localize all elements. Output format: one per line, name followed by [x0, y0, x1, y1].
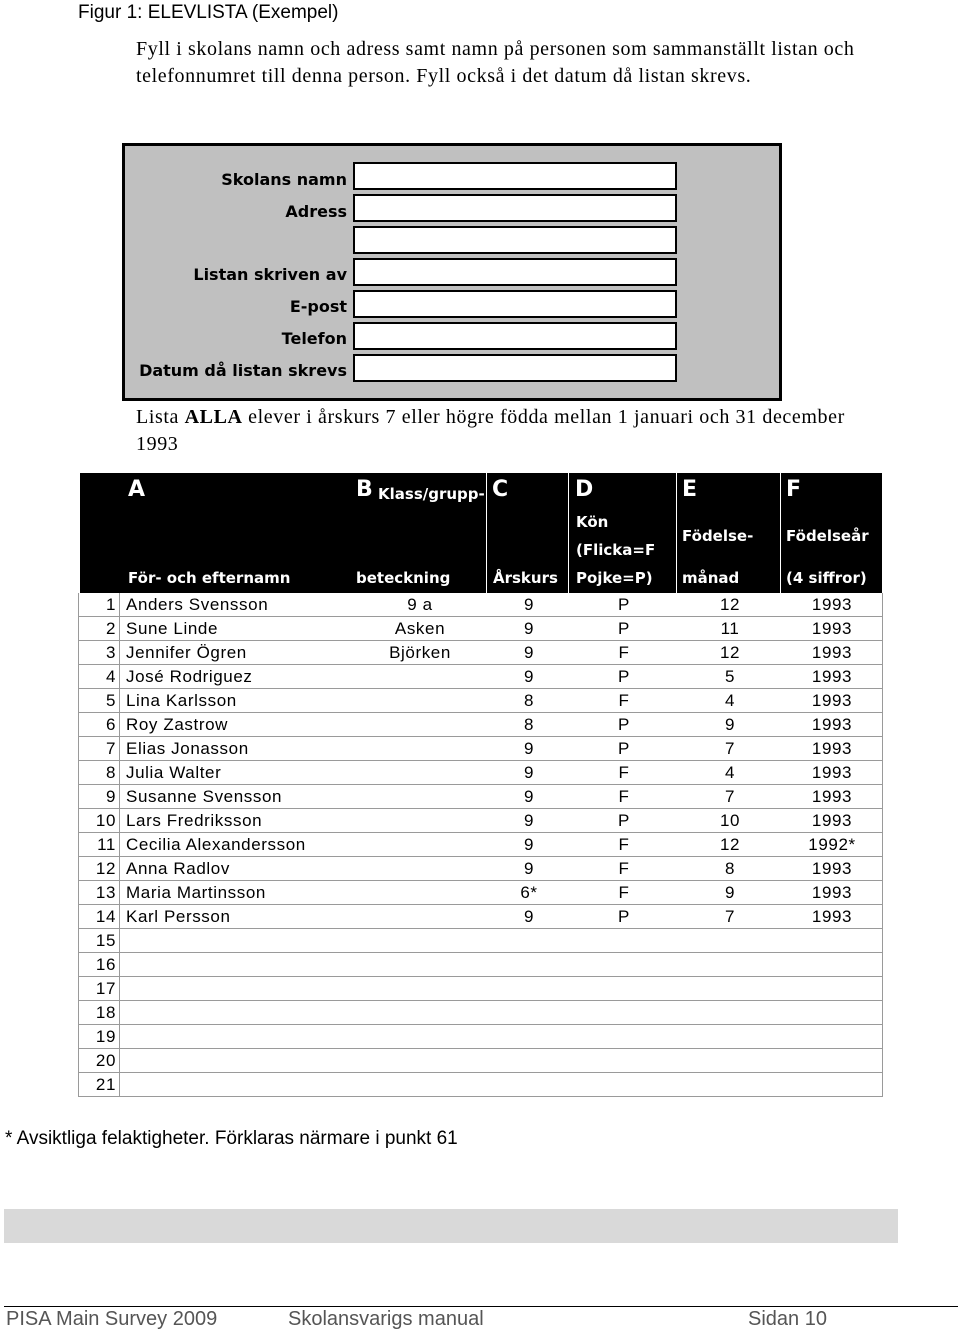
birth-month-cell: 8: [724, 859, 736, 878]
header-a-letter: A: [128, 477, 146, 502]
table-row: [78, 905, 883, 929]
class-group-cell: [352, 977, 488, 1001]
row-number-cell: 16: [78, 953, 120, 977]
row-number-cell: 1: [78, 593, 120, 617]
grade-cell: 9: [523, 787, 535, 806]
student-name-cell: Cecilia Alexandersson: [126, 835, 306, 854]
table-row: [78, 1001, 883, 1025]
table-row: [78, 761, 883, 785]
footer-left: PISA Main Survey 2009: [6, 1308, 218, 1330]
table-row: [78, 785, 883, 809]
grade-cell: [488, 1001, 570, 1025]
class-group-cell: 9 a: [407, 595, 433, 614]
gender-cell: [570, 953, 678, 977]
student-name-cell: Karl Persson: [126, 907, 231, 926]
birth-month-cell: 11: [720, 619, 740, 638]
instruction-after: elever i årskurs 7 eller högre födda mellan 1 januari och 31 december 1993: [136, 406, 845, 455]
gender-cell: [570, 1025, 678, 1049]
birth-year-cell: 1993: [782, 593, 883, 617]
student-name-cell: [120, 929, 352, 953]
gray-band: [4, 1209, 898, 1243]
student-name-cell: Julia Walter: [126, 763, 222, 782]
table-row: [78, 641, 883, 665]
row-number-cell: 15: [78, 929, 120, 953]
grade-cell: 8: [523, 691, 535, 710]
birth-month-cell: [678, 1001, 782, 1025]
row-number-cell: 11: [78, 833, 120, 857]
address-field-line2[interactable]: [353, 226, 677, 254]
gender-cell: F: [618, 787, 630, 806]
student-name-cell: Jennifer Ögren: [126, 643, 247, 662]
gender-cell: P: [618, 811, 630, 830]
row-number-cell: 17: [78, 977, 120, 1001]
address-field-line3[interactable]: [353, 258, 677, 286]
grade-cell: 9: [523, 859, 535, 878]
header-b-label-top: Klass/grupp-: [378, 485, 485, 503]
address-label: Adress: [285, 202, 347, 221]
row-number-cell: 13: [78, 881, 120, 905]
row-number-cell: 8: [78, 761, 120, 785]
birth-month-cell: [678, 1025, 782, 1049]
student-name-cell: Elias Jonasson: [126, 739, 249, 758]
birth-year-cell: 1993: [782, 617, 883, 641]
table-row: [78, 713, 883, 737]
footnote: * Avsiktliga felaktigheter. Förklaras närmare i punkt 61: [5, 1128, 458, 1149]
row-number-cell: 12: [78, 857, 120, 881]
class-group-cell: [352, 713, 488, 737]
gender-cell: [570, 1073, 678, 1097]
header-d-line3: Pojke=P): [576, 569, 653, 587]
class-group-cell: [352, 737, 488, 761]
birth-month-cell: 12: [719, 835, 741, 854]
header-f-line1: Födelseår: [786, 527, 869, 545]
header-e-letter: E: [682, 477, 698, 502]
gender-cell: F: [618, 643, 630, 662]
birth-year-cell: 1992*: [782, 833, 883, 857]
grade-cell: 9: [523, 835, 535, 854]
class-group-cell: [352, 1025, 488, 1049]
table-row: [78, 881, 883, 905]
table-row: [78, 1073, 883, 1097]
birth-month-cell: 9: [724, 715, 736, 734]
class-group-cell: [352, 785, 488, 809]
birth-year-cell: 1993: [782, 641, 883, 665]
gender-cell: [570, 1001, 678, 1025]
class-group-cell: [352, 1073, 488, 1097]
birth-month-cell: 7: [724, 907, 736, 926]
student-name-cell: Roy Zastrow: [126, 715, 229, 734]
class-group-cell: [352, 905, 488, 929]
class-group-cell: [352, 929, 488, 953]
table-row: [78, 689, 883, 713]
grade-cell: 9: [523, 739, 535, 758]
row-number-cell: 14: [78, 905, 120, 929]
grade-cell: 6*: [520, 883, 538, 902]
footer-center: Skolansvarigs manual: [288, 1308, 484, 1330]
birth-year-cell: 1993: [782, 809, 883, 833]
table-row: [78, 1025, 883, 1049]
header-c-letter: C: [492, 477, 509, 502]
row-number-cell: 2: [78, 617, 120, 641]
birth-year-cell: 1993: [782, 665, 883, 689]
phone-field[interactable]: [353, 322, 677, 350]
student-name-cell: [120, 1073, 352, 1097]
header-e-line2: månad: [682, 569, 740, 587]
gender-cell: P: [618, 619, 630, 638]
table-row: [78, 617, 883, 641]
birth-year-cell: 1993: [782, 713, 883, 737]
figure-title-text: ELEVLISTA (Exempel): [147, 2, 339, 23]
birth-month-cell: [678, 953, 782, 977]
footer-rule: [4, 1306, 958, 1307]
birth-year-cell: [782, 929, 883, 953]
class-group-cell: [352, 833, 488, 857]
birth-month-cell: 5: [724, 667, 736, 686]
gender-cell: F: [618, 883, 630, 902]
birth-month-cell: 9: [724, 883, 736, 902]
header-a-label: För- och efternamn: [128, 569, 291, 587]
birth-month-cell: [678, 977, 782, 1001]
birth-month-cell: [678, 1049, 782, 1073]
row-number-cell: 19: [78, 1025, 120, 1049]
row-number-cell: 9: [78, 785, 120, 809]
student-table: [78, 593, 883, 1097]
birth-year-cell: 1993: [782, 689, 883, 713]
header-e-line1: Födelse-: [682, 527, 754, 545]
student-name-cell: Lars Fredriksson: [126, 811, 263, 830]
student-name-cell: Anders Svensson: [126, 595, 269, 614]
grade-cell: 9: [523, 667, 535, 686]
gender-cell: P: [618, 715, 630, 734]
table-row: [78, 953, 883, 977]
header-d-line2: (Flicka=F: [576, 541, 656, 559]
row-number-cell: 6: [78, 713, 120, 737]
class-group-cell: [352, 665, 488, 689]
gender-cell: P: [618, 739, 630, 758]
school-name-field[interactable]: [353, 162, 677, 190]
table-row: [78, 929, 883, 953]
birth-month-cell: 7: [724, 787, 736, 806]
email-field[interactable]: [353, 290, 677, 318]
row-number-cell: 3: [78, 641, 120, 665]
birth-year-cell: 1993: [782, 857, 883, 881]
figure-title: [78, 2, 338, 24]
birth-year-cell: 1993: [782, 881, 883, 905]
row-number-cell: 7: [78, 737, 120, 761]
email-label: E-post: [289, 297, 347, 316]
row-number-cell: 21: [78, 1073, 120, 1097]
student-name-cell: José Rodriguez: [126, 667, 253, 686]
table-row: [78, 665, 883, 689]
birth-year-cell: [782, 1049, 883, 1073]
table-header: [80, 473, 882, 593]
table-row: [78, 737, 883, 761]
grade-cell: 9: [523, 595, 535, 614]
table-row: [78, 593, 883, 617]
student-name-cell: [120, 1049, 352, 1073]
grade-cell: [488, 929, 570, 953]
class-group-cell: Björken: [389, 643, 451, 662]
gender-cell: F: [618, 859, 630, 878]
address-field-line1[interactable]: [353, 194, 677, 222]
birth-year-cell: [782, 1001, 883, 1025]
birth-month-cell: 4: [724, 691, 736, 710]
birth-month-cell: 4: [724, 763, 736, 782]
birth-month-cell: [678, 1073, 782, 1097]
header-b-letter: B: [356, 477, 373, 502]
instruction-before: Lista: [136, 406, 185, 428]
class-group-cell: [352, 761, 488, 785]
gender-cell: [570, 977, 678, 1001]
class-group-cell: [352, 953, 488, 977]
birth-month-cell: 7: [724, 739, 736, 758]
row-number-cell: 5: [78, 689, 120, 713]
grade-cell: 8: [523, 715, 535, 734]
gender-cell: F: [618, 763, 630, 782]
instruction-bold: ALLA: [184, 406, 243, 428]
birth-year-cell: 1993: [782, 905, 883, 929]
grade-cell: [488, 977, 570, 1001]
student-name-cell: [120, 977, 352, 1001]
student-name-cell: [120, 953, 352, 977]
gender-cell: P: [618, 595, 630, 614]
birth-month-cell: 12: [719, 595, 741, 614]
table-row: [78, 857, 883, 881]
student-name-cell: [120, 1001, 352, 1025]
birth-year-cell: [782, 977, 883, 1001]
grade-cell: [488, 1025, 570, 1049]
header-f-letter: F: [786, 477, 802, 502]
student-name-cell: Anna Radlov: [126, 859, 230, 878]
gender-cell: P: [618, 907, 630, 926]
gender-cell: [570, 929, 678, 953]
class-group-cell: [352, 881, 488, 905]
class-group-cell: [352, 1049, 488, 1073]
date-field[interactable]: [353, 354, 677, 382]
birth-year-cell: 1993: [782, 785, 883, 809]
student-name-cell: [120, 1025, 352, 1049]
class-group-cell: [352, 1001, 488, 1025]
birth-year-cell: [782, 953, 883, 977]
birth-year-cell: 1993: [782, 761, 883, 785]
student-name-cell: Sune Linde: [126, 619, 219, 638]
grade-cell: [488, 1073, 570, 1097]
table-row: [78, 809, 883, 833]
row-number-cell: 4: [78, 665, 120, 689]
grade-cell: 9: [523, 643, 535, 662]
birth-year-cell: 1993: [782, 737, 883, 761]
footer-right: Sidan 10: [748, 1308, 827, 1330]
row-number-cell: 10: [78, 809, 120, 833]
header-b-label: beteckning: [356, 569, 451, 587]
student-name-cell: Maria Martinsson: [126, 883, 266, 902]
birth-month-cell: 10: [719, 811, 741, 830]
class-group-cell: [352, 689, 488, 713]
figure-prefix: Figur 1:: [78, 2, 148, 23]
row-number-cell: 18: [78, 1001, 120, 1025]
gender-cell: F: [618, 835, 630, 854]
grade-cell: 9: [523, 619, 535, 638]
intro-text: Fyll i skolans namn och adress samt namn på personen som sammanställt listan och telefonnumret till denna person. Fyll också i det datum då listan skrevs.: [136, 38, 855, 87]
header-d-letter: D: [575, 477, 594, 502]
grade-cell: [488, 953, 570, 977]
gender-cell: F: [618, 691, 630, 710]
birth-month-cell: 12: [719, 643, 741, 662]
gender-cell: [570, 1049, 678, 1073]
header-d-line1: Kön: [576, 513, 609, 531]
grade-cell: 9: [523, 763, 535, 782]
student-name-cell: Lina Karlsson: [126, 691, 237, 710]
gender-cell: P: [618, 667, 630, 686]
header-f-line2: (4 siffror): [786, 569, 867, 587]
grade-cell: 9: [523, 811, 535, 830]
class-group-cell: [352, 809, 488, 833]
date-label: Datum då listan skrevs: [139, 361, 347, 380]
row-number-cell: 20: [78, 1049, 120, 1073]
header-c-label: Årskurs: [493, 569, 558, 587]
grade-cell: 9: [523, 907, 535, 926]
school-name-label: Skolans namn: [221, 170, 347, 189]
school-info-box: [122, 143, 782, 401]
birth-month-cell: [678, 929, 782, 953]
table-row: [78, 833, 883, 857]
class-group-cell: Asken: [394, 619, 446, 638]
table-row: [78, 1049, 883, 1073]
grade-cell: [488, 1049, 570, 1073]
class-group-cell: [352, 857, 488, 881]
written-by-label: Listan skriven av: [193, 265, 347, 284]
birth-year-cell: [782, 1025, 883, 1049]
birth-year-cell: [782, 1073, 883, 1097]
phone-label: Telefon: [281, 329, 347, 348]
table-row: [78, 977, 883, 1001]
list-instruction: [136, 404, 856, 458]
student-name-cell: Susanne Svensson: [126, 787, 283, 806]
